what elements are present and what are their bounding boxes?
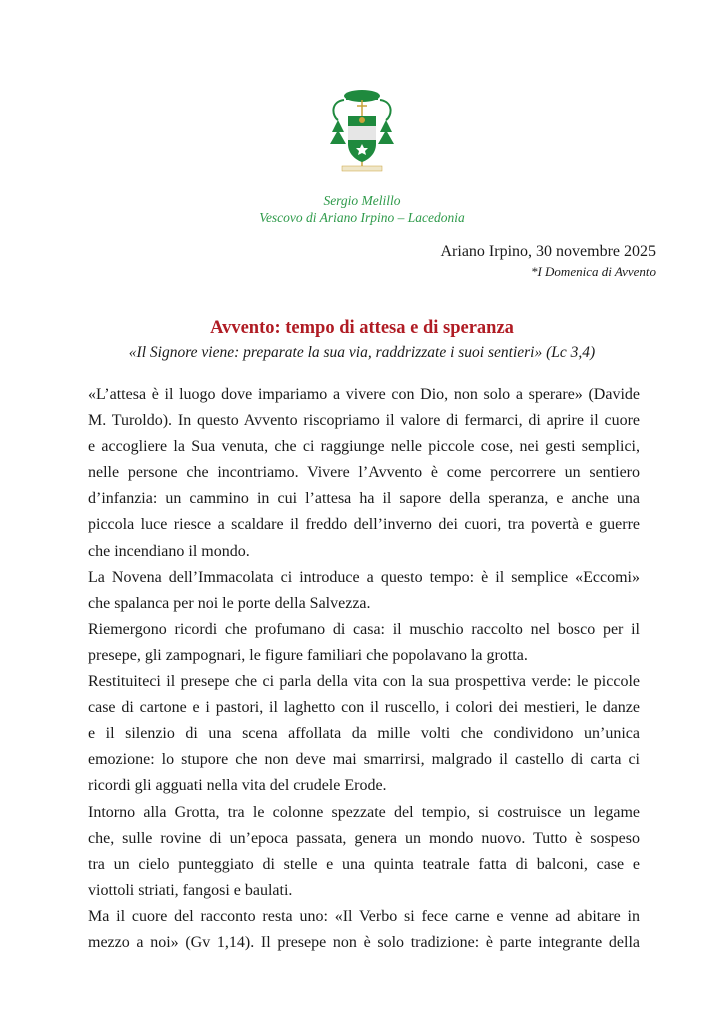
text-line: che, sulle rovine di un’epoca passata, genera un mondo nuovo. Tutto è sospeso bbox=[88, 829, 640, 847]
text-line: nelle persone che incontriamo. Vivere l’Avvento è come percorrere un sentiero bbox=[88, 464, 640, 482]
text-line: viottoli striati, fangosi e baulati. bbox=[88, 881, 293, 899]
bishop-name: Sergio Melillo bbox=[323, 193, 401, 208]
paragraph bbox=[88, 617, 640, 669]
text-line: case di cartone e i pastori, il laghetto con il ruscello, i colori dei mestieri, le danze bbox=[88, 699, 640, 717]
document-subtitle: «Il Signore viene: preparate la sua via, raddrizzate i suoi sentieri» (Lc 3,4) bbox=[128, 344, 596, 361]
liturgical-occasion: *I Domenica di Avvento bbox=[530, 264, 656, 279]
text-line: Intorno alla Grotta, tra le colonne spezzate del tempio, si costruisce un legame bbox=[88, 803, 640, 821]
text-line: La Novena dell’Immacolata ci introduce a questo tempo: è il semplice «Eccomi» bbox=[88, 568, 640, 586]
text-line: Restituiteci il presepe che ci parla della vita con la sua prospettiva verde: le piccole bbox=[88, 673, 640, 691]
text-line: d’infanzia: un cammino in cui l’attesa ha il sapore della speranza, e anche una bbox=[88, 490, 640, 508]
text-line: emozione: lo stupore che non deve mai smarrirsi, malgrado il castello di carta ci bbox=[88, 751, 640, 769]
document-body bbox=[88, 382, 640, 956]
text-line: che spalanca per noi le porte della Salvezza. bbox=[88, 594, 371, 612]
bishop-role: Vescovo di Ariano Irpino – Lacedonia bbox=[259, 210, 465, 225]
text-line: piccola luce riesce a scaldare il freddo dell’inverno dei cuori, tra povertà e guerre bbox=[88, 516, 640, 534]
document-title: Avvento: tempo di attesa e di speranza bbox=[210, 318, 514, 338]
text-line: Ma il cuore del racconto resta uno: «Il Verbo si fece carne e venne ad abitare in bbox=[88, 907, 640, 925]
text-line: ricordi gli agguati nella vita del crudele Erode. bbox=[88, 777, 387, 795]
text-line: che incendiano il mondo. bbox=[88, 542, 250, 560]
paragraph bbox=[88, 669, 640, 799]
paragraph bbox=[88, 904, 640, 956]
text-line: e il silenzio di una scena affollata da mille volti che condividono un’unica bbox=[88, 725, 640, 743]
text-line: M. Turoldo). In questo Avvento riscopriamo il valore di fermarci, di aprire il cuore bbox=[88, 412, 640, 430]
text-line: mezzo a noi» (Gv 1,14). Il presepe non è solo tradizione: è parte integrante della bbox=[88, 933, 640, 951]
paragraph bbox=[88, 382, 640, 565]
text-line: Riemergono ricordi che profumano di casa: il muschio raccolto nel bosco per il bbox=[88, 620, 640, 638]
text-line: e accogliere la Sua venuta, che ci raggiunge nelle piccole cose, nei gesti semplici, bbox=[88, 438, 640, 456]
text-line: «L’attesa è il luogo dove impariamo a vivere con Dio, non solo a sperare» (Davide bbox=[88, 386, 640, 403]
place-date: Ariano Irpino, 30 novembre 2025 bbox=[440, 243, 656, 260]
coat-of-arms-icon bbox=[326, 86, 398, 182]
paragraph bbox=[88, 800, 640, 904]
paragraph bbox=[88, 565, 640, 617]
text-line: presepe, gli zampognari, le figure familiari che popolavano la grotta. bbox=[88, 646, 528, 664]
text-line: tra un cielo punteggiato di stelle e una quinta teatrale fatta di balconi, case e bbox=[88, 855, 640, 873]
